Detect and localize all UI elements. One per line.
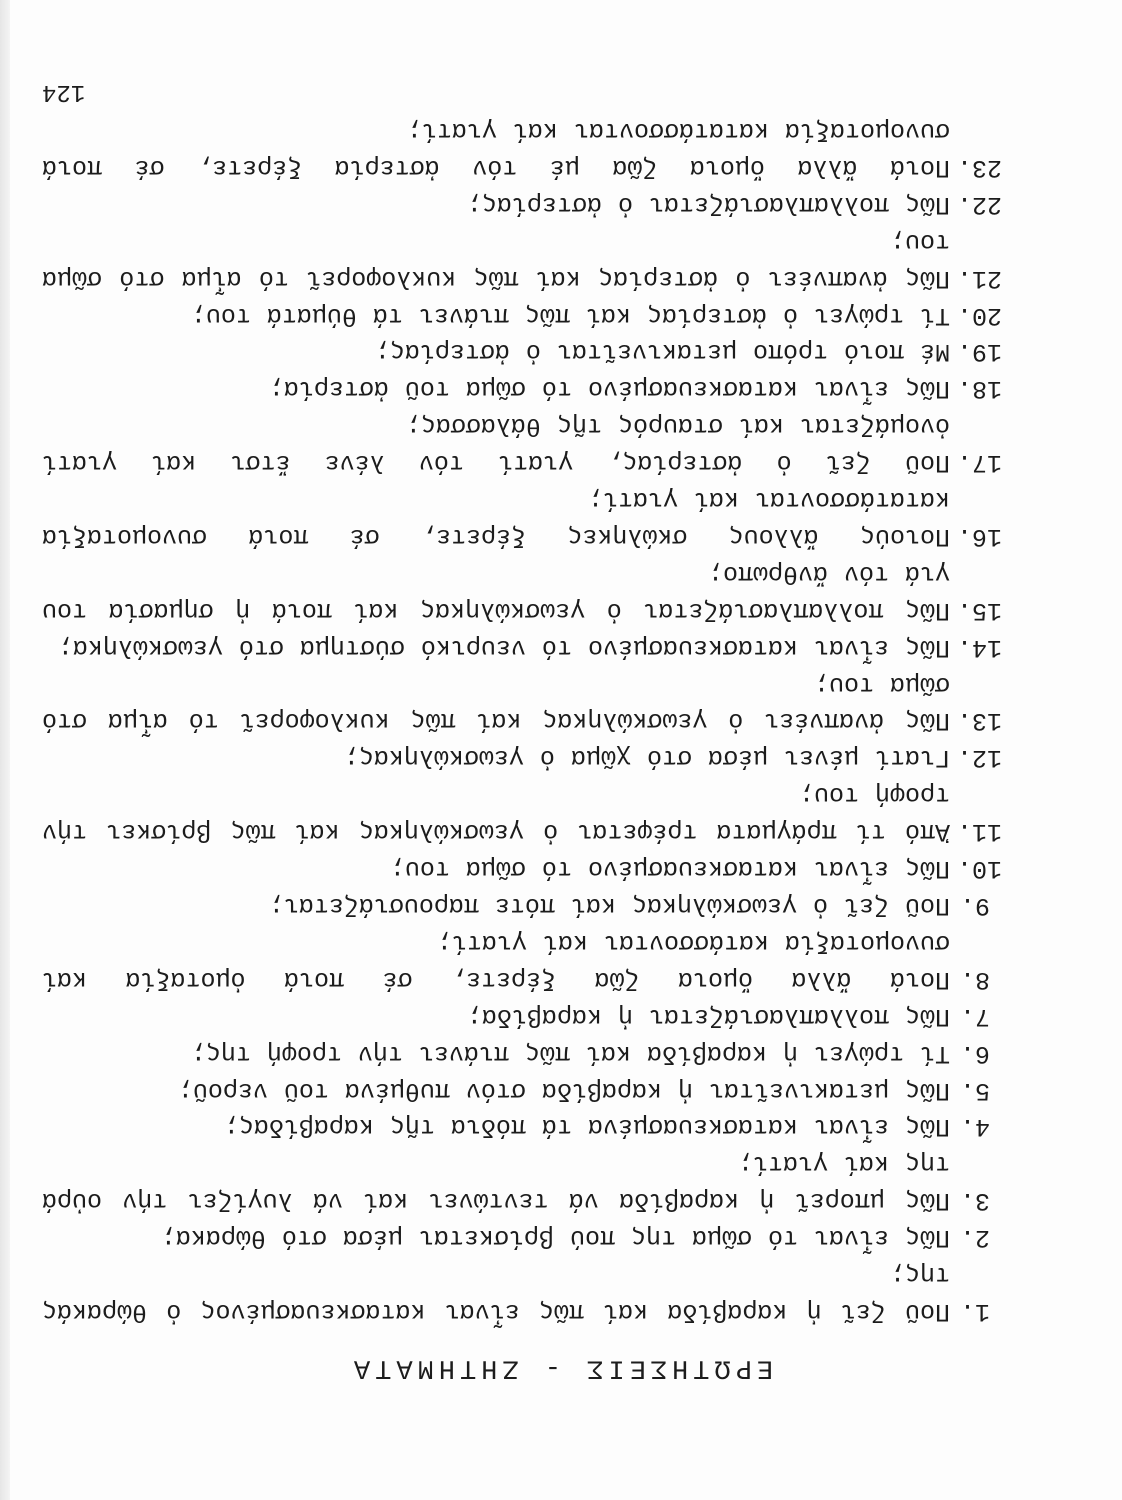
question-number: 21. [956,263,1002,293]
question-item [42,1144,1002,1218]
question-number: 1. [960,1297,991,1326]
question-number: 13. [956,706,1002,736]
question-text: Πῶς εἶναι κατασκευασμένο τό σῶμα τοῦ ἀστερία; [268,374,950,404]
question-number: 17. [956,448,1002,478]
question-text: Πῶς εἶναι τό σῶμα της πού βρίσκεται μέσα στό θώρακα; [160,1223,950,1253]
question-text: Τί τρώγει ὁ ἀστερίας καί πῶς πιάνει τά θύματά του; [190,300,950,330]
question-item [42,923,1002,997]
question-item [42,369,1002,406]
question-text: Γιατί μένει μέσα στό χῶμα ὁ γεωσκώληκας; [343,743,950,773]
question-text: Μέ ποιό τρόπο μετακινεῖται ὁ ἀστερίας; [374,337,950,367]
question-number: 6. [960,1038,991,1068]
question-text: Πῶς πολλαπλασιάζεται ὁ γεωσκώληκας καί ποιά ἡ σημασία του γιά τόν ἄνθρωπο; [42,558,950,625]
question-item [42,628,1002,665]
question-number: 7. [960,1001,991,1031]
question-number: 22. [956,189,1002,219]
question-number: 11. [956,817,1002,847]
question-number: 4. [960,1112,991,1142]
page-edge-shadow [0,0,10,1500]
question-text: Πῶς μετακινεῖται ἡ καραβίδα στόν πυθμένα τοῦ νεροῦ; [177,1075,950,1105]
question-text: Ἀπό τί πράγματα τρέφεται ὁ γεωσκώληκας καί πῶς βρίσκει τήν τροφή του; [42,780,950,847]
question-text: Ποιά ἄλλα ὅμοια ζῶα μέ τόν ἀστερία ξέρετε, σέ ποιά συνομοταξία κατατάσσονται καί γιατί; [42,116,950,182]
question-text: Τί τρώγει ἡ καραβίδα καί πῶς πιάνει τήν τροφή της; [190,1038,950,1068]
question-item [42,480,1002,554]
question-item [42,1218,1002,1255]
question-number: 10. [956,854,1002,884]
question-list [42,111,1002,1329]
question-text: Πῶς εἶναι κατασκευασμένο τό νευρικό σύστημα στό γεωσκώληκα; [57,632,950,662]
question-item [42,997,1002,1034]
question-number: 9. [960,891,991,921]
question-item [42,1255,1002,1329]
question-text: Πῶς πολλαπλασιάζεται ὁ ἀστερίας; [466,189,950,219]
question-item [42,1034,1002,1071]
question-text: Πῶς ἀναπνέει ὁ ἀστερίας καί πῶς κυκλοφορεῖ τό αἷμα στό σῶμα του; [42,226,950,293]
question-item [42,886,1002,923]
question-item [42,739,1002,776]
question-number: 16. [956,521,1002,551]
question-number: 20. [956,300,1002,330]
question-text: Ποῦ ζεῖ ὁ ἀστερίας, γιατί τόν λένε ἔτσι καί γιατί ὀνομάζεται καί σταυρός τῆς θάλασσας; [42,411,950,478]
question-number: 2. [960,1223,991,1253]
question-item [42,185,1002,222]
question-number: 12. [956,743,1002,773]
question-item [42,333,1002,370]
question-number: 23. [956,152,1002,182]
question-item [42,222,1002,296]
question-item [42,775,1002,849]
question-text: Ποῦ ζεῖ ἡ καραβίδα καί πῶς εἶναι κατασκευασμένος ὁ θώρακάς της; [42,1260,950,1326]
question-number: 8. [960,964,991,994]
question-text: Πῶς εἶναι κατασκευασμένα τά πόδια τῆς καραβίδας; [223,1112,950,1142]
question-item [42,849,1002,886]
page-title: ΕΡΩΤΗΣΕΙΣ - ΖΗΤΗΜΑΤΑ [348,1352,774,1382]
question-number: 18. [956,374,1002,404]
question-item [42,554,1002,628]
question-item [42,111,1002,185]
question-number: 14. [956,632,1002,662]
question-text: Πῶς εἶναι κατασκευασμένο τό σῶμα του; [389,854,950,884]
question-text: Ποῦ ζεῖ ὁ γεωσκώληκας καί πότε παρουσιάζεται; [268,891,950,921]
question-item [42,665,1002,739]
question-number: 19. [956,337,1002,367]
question-item [42,296,1002,333]
question-number: 5. [960,1075,991,1105]
question-text: Πῶς ἀναπνέει ὁ γεωσκώληκας καί πῶς κυκλοφορεῖ τό αἷμα στό σῶμα του; [42,669,950,736]
question-text: Ποιούς ἄλλους σκώληκες ξέρετε, σέ ποιά συνομοταξία κατατάσσονται καί γιατί; [42,485,950,551]
question-number: 15. [956,595,1002,625]
page-number: 124 [42,78,86,105]
question-text: Πῶς πολλαπλασιάζεται ἡ καραβίδα; [466,1001,950,1031]
question-number: 3. [960,1186,991,1216]
question-item [42,1108,1002,1145]
question-item [42,406,1002,480]
question-text: Ποιά ἄλλα ὅμοια ζῶα ξέρετε, σέ ποιά ὁμοταξία καί συνομοταξία κατάσσονται καί γιατί; [42,927,950,994]
question-item [42,1071,1002,1108]
question-text: Πῶς μπορεῖ ἡ καραβίδα νά τεντώνει καί νά λυγίζει τήν οὐρά της καί γιατί; [42,1149,950,1216]
